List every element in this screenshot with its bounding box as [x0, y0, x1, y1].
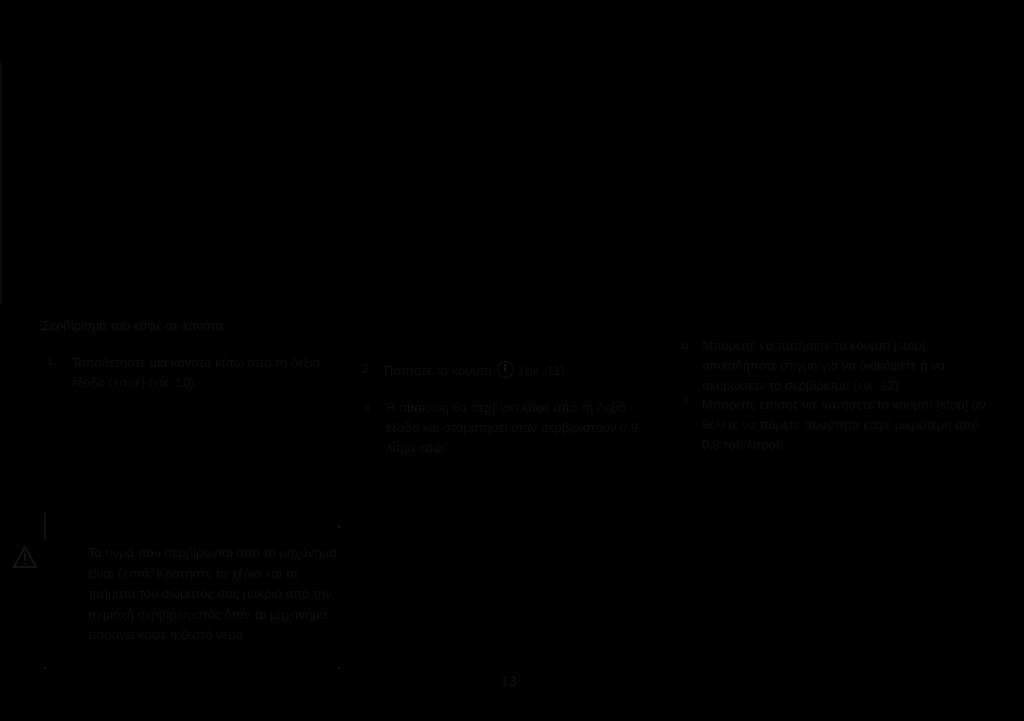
step-1-number: 1. — [46, 353, 57, 368]
step-2-text — [384, 361, 644, 381]
step-2-number: 2. — [362, 361, 373, 376]
note-2-bullet — [682, 397, 688, 403]
warning-text: Τα υγρά που σερβίρονται από το μηχάνημα είναι ζεστά. Κρατήστε τα χέρια και τα τμήματα του σώματός σας μακριά από την περιοχή σερβιρίσματος όταν το μηχάνημα παράγει καφέ ή ζεστό νερό. — [88, 545, 337, 643]
warning-box-corner — [44, 667, 46, 669]
result-text: Η συσκευή θα σερβίρει καφέ από τη δεξιά έξοδο και σταματήσει όταν σερβιριστούν 0,9 λίτρα καφέ. — [386, 400, 639, 455]
step-2-text-after: (εικ. 11). — [519, 363, 569, 378]
warning-triangle-icon — [12, 545, 38, 569]
warning-box-corner — [338, 526, 340, 528]
step-2-text-before: Πατήστε το κουμπί — [384, 363, 492, 378]
step-1-text: Τοποθετήστε μία κανάτα κάτω από τη δεξιά έξοδο (καφέ) (εικ. 10). — [72, 355, 321, 390]
warning-box-bar — [44, 513, 46, 539]
note-1-text: Μπορείτε να πατήσετε το κουμπί [stop] οποιαδήποτε στιγμή για να διακόψετε ή να ακυρώσετε το σερβίρισμα (εικ. 12). — [702, 338, 946, 393]
result-bullet — [366, 405, 372, 411]
left-margin-rule — [0, 60, 2, 305]
warning-box-corner — [338, 667, 340, 669]
note-2-text: Μπορείτε επίσης να πατήσετε το κουμπί [stop] αν θέλετε να πάρετε ποσότητα καφέ μικρότερη από 0,9 του λίτρου. — [702, 397, 986, 452]
section-heading: Σερβίρισμα του καφέ σε κανάτα — [42, 318, 223, 333]
power-button-icon — [497, 361, 514, 378]
page-number: 13 — [501, 673, 517, 689]
note-1-bullet — [682, 343, 688, 349]
